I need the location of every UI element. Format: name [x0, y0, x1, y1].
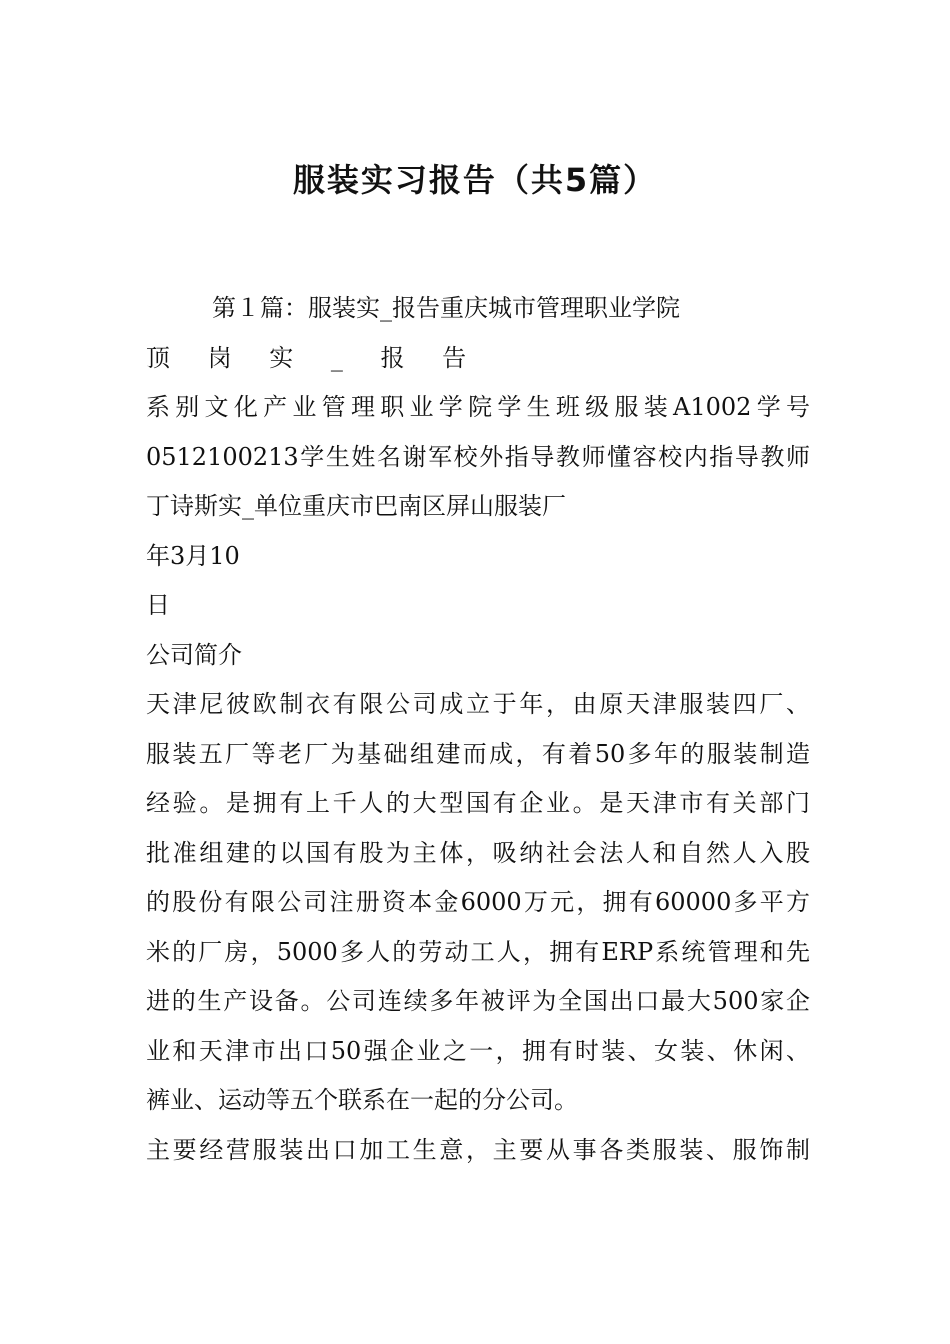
paragraph-line: 批准组建的以国有股为主体，吸纳社会法人和自然人入股 [146, 838, 810, 867]
body-line: 丁诗斯实_单位重庆市巴南区屏山服装厂 [146, 492, 566, 520]
paragraph-line: 进的生产设备。公司连续多年被评为全国出口最大500家企 [146, 987, 810, 1015]
paragraph-line: 业和天津市出口50强企业之一，拥有时装、女装、休闲、 [146, 1036, 810, 1065]
company-intro-heading: 公司简介 [146, 640, 242, 669]
paragraph-line: 经验。是拥有上千人的大型国有企业。是天津市有关部门 [146, 789, 810, 817]
section-heading: 第１篇：服装实_报告重庆城市管理职业学院 [212, 294, 680, 322]
body-line: 0512100213学生姓名谢军校外指导教师懂容校内指导教师 [146, 442, 810, 471]
paragraph-line: 主要经营服装出口加工生意，主要从事各类服装、服饰制 [146, 1135, 810, 1164]
document-title: 服装实习报告（共5篇） [292, 161, 658, 199]
report-subtitle: 顶 岗 实 _ 报 告 [146, 343, 482, 372]
date-line: 日 [146, 591, 170, 619]
paragraph-line: 服装五厂等老厂为基础组建而成，有着50多年的服装制造 [146, 739, 810, 768]
document-body [146, 284, 810, 1175]
body-line: 系别文化产业管理职业学院学生班级服装A1002学号 [146, 393, 810, 421]
date-line: 年3月10 [146, 541, 240, 570]
paragraph-line: 的股份有限公司注册资本金6000万元，拥有60000多平方 [146, 888, 810, 916]
paragraph-line: 米的厂房，5000多人的劳动工人，拥有ERP系统管理和先 [146, 937, 810, 966]
paragraph-line: 天津尼彼欧制衣有限公司成立于年，由原天津服装四厂、 [146, 690, 810, 718]
paragraph-line: 裤业、运动等五个联系在一起的分公司。 [146, 1086, 578, 1114]
